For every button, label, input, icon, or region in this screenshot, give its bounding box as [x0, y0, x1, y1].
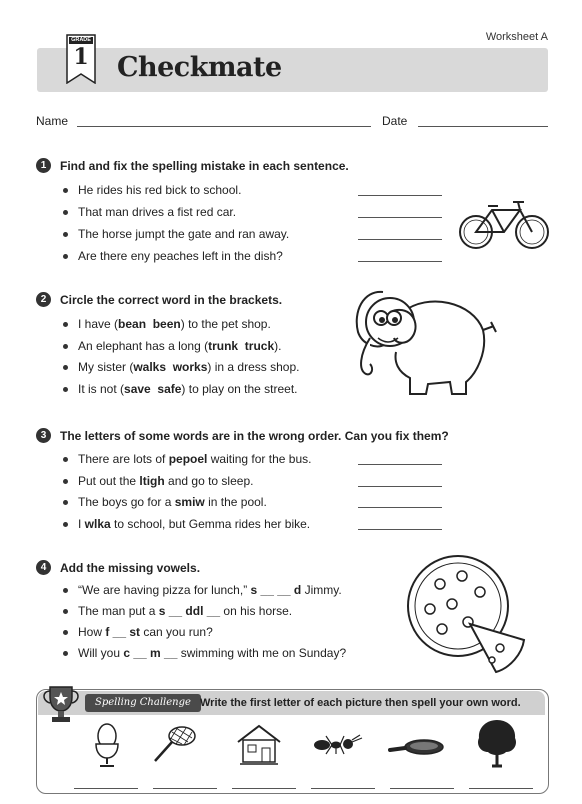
- name-field[interactable]: [77, 126, 371, 127]
- q1-heading: 1 Find and fix the spelling mistake in each sentence.: [36, 158, 349, 173]
- q3-item-4: I wlka to school, but Gemma rides her bike.: [78, 517, 310, 531]
- q2-item-1: I have (bean been) to the pet shop.: [78, 317, 271, 331]
- q1-item-2: That man drives a fist red car.: [78, 205, 236, 219]
- q2-choice-a[interactable]: trunk: [208, 339, 239, 353]
- q1-item-4: Are there eny peaches left in the dish?: [78, 249, 283, 263]
- grade-badge: [66, 34, 96, 84]
- challenge-answer-line-5[interactable]: [390, 788, 454, 789]
- challenge-answer-line-3[interactable]: [232, 788, 296, 789]
- q4-number: 4: [36, 560, 51, 575]
- q1-answer-line-3[interactable]: [358, 239, 442, 240]
- q4-heading: 4 Add the missing vowels.: [36, 560, 200, 575]
- q3-answer-line-1[interactable]: [358, 464, 442, 465]
- ant-icon: [312, 734, 366, 756]
- q4-item-4: Will you c __ m __ swimming with me on Sunday?: [78, 646, 346, 660]
- q1-answer-line-1[interactable]: [358, 195, 442, 196]
- trophy-icon: [38, 683, 84, 725]
- q2-heading: 2 Circle the correct word in the brackets.: [36, 292, 282, 307]
- egg-icon: [92, 722, 122, 770]
- house-icon: [234, 722, 284, 766]
- q4-item-2: The man put a s __ ddl __ on his horse.: [78, 604, 292, 618]
- q4-item-1: “We are having pizza for lunch,” s __ __ d Jimmy.: [78, 583, 342, 597]
- challenge-instruction: Write the first letter of each picture then spell your own word.: [200, 697, 521, 709]
- net-icon: [152, 724, 198, 764]
- q1-number: 1: [36, 158, 51, 173]
- challenge-answer-line-6[interactable]: [469, 788, 533, 789]
- title-bar: [37, 48, 548, 92]
- tree-icon: [474, 718, 520, 768]
- page-title: Checkmate: [117, 52, 282, 83]
- q2-choice-b[interactable]: safe: [157, 382, 182, 396]
- elephant-icon: [348, 282, 498, 400]
- q1-answer-line-2[interactable]: [358, 217, 442, 218]
- name-label: Name: [36, 114, 69, 128]
- q3-heading: 3 The letters of some words are in the wrong order. Can you fix them?: [36, 428, 449, 443]
- date-field[interactable]: [418, 126, 548, 127]
- q2-item-3: My sister (walks works) in a dress shop.: [78, 360, 299, 374]
- bicycle-icon: [458, 196, 550, 252]
- q3-answer-line-2[interactable]: [358, 486, 442, 487]
- q3-item-3: The boys go for a smiw in the pool.: [78, 495, 267, 509]
- q1-item-3: The horse jumpt the gate and ran away.: [78, 227, 289, 241]
- challenge-answer-line-2[interactable]: [153, 788, 217, 789]
- q2-choice-b[interactable]: truck: [244, 339, 275, 353]
- q2-item-2: An elephant has a long (trunk truck).: [78, 339, 281, 353]
- q1-answer-line-4[interactable]: [358, 261, 442, 262]
- q2-item-4: It is not (save safe) to play on the street.: [78, 382, 297, 396]
- q3-item-1: There are lots of pepoel waiting for the bus.: [78, 452, 311, 466]
- q1-item-1: He rides his red bick to school.: [78, 183, 241, 197]
- q4-item-3: How f __ st can you run?: [78, 625, 213, 639]
- q3-item-2: Put out the ltigh and go to sleep.: [78, 474, 253, 488]
- q2-choice-a[interactable]: bean: [118, 317, 147, 331]
- q2-number: 2: [36, 292, 51, 307]
- challenge-answer-line-1[interactable]: [74, 788, 138, 789]
- q3-number: 3: [36, 428, 51, 443]
- grade-label: GRADE: [71, 37, 91, 43]
- worksheet-label: Worksheet A: [485, 31, 548, 43]
- pan-icon: [388, 738, 446, 756]
- q2-choice-a[interactable]: save: [124, 382, 151, 396]
- q2-choice-a[interactable]: walks: [133, 360, 167, 374]
- challenge-answer-line-4[interactable]: [311, 788, 375, 789]
- pizza-icon: [400, 554, 530, 674]
- q3-answer-line-4[interactable]: [358, 529, 442, 530]
- date-label: Date: [382, 114, 408, 128]
- q2-choice-b[interactable]: works: [172, 360, 208, 374]
- q3-answer-line-3[interactable]: [358, 507, 442, 508]
- grade-number: 1: [73, 44, 89, 70]
- q2-choice-b[interactable]: been: [152, 317, 181, 331]
- challenge-tag: Spelling Challenge: [85, 694, 201, 712]
